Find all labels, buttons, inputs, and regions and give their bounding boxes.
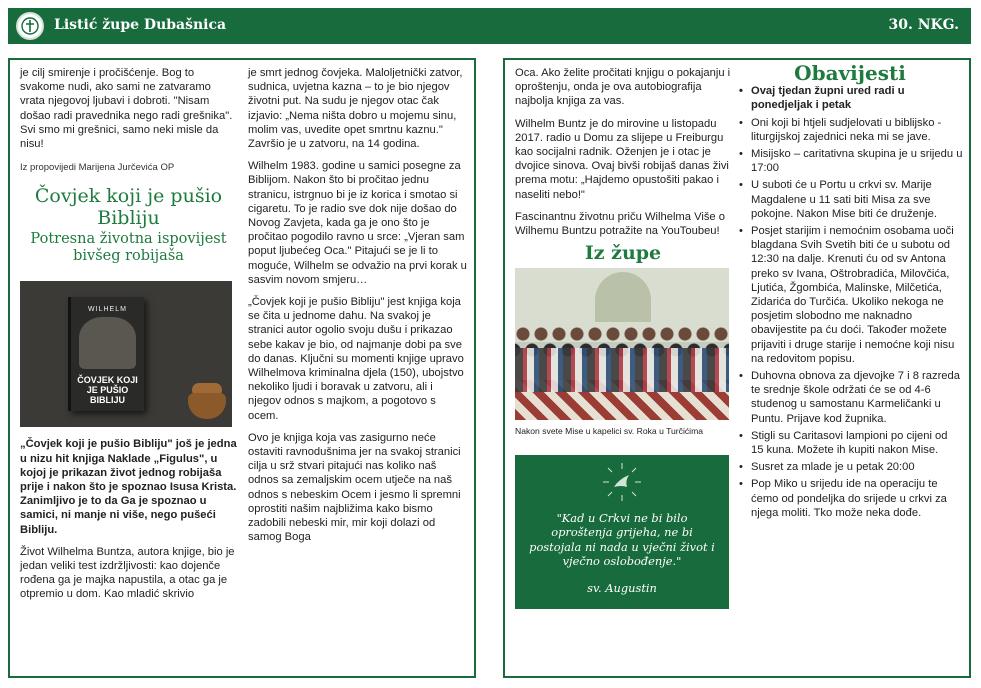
- sermon-excerpt: je cilj smirenje i pročišćenje. Bog to svakome nudi, ako sami ne zatvaramo vrata njegovoj ljubavi i dobroti. "Nisam došao radi pravednika nego radi grešnika". Svi smo mi grešnici, samo neki misle da nisu!: [20, 67, 233, 151]
- announcement-item: • Posjet starijim i nemoćnim osobama uoči blagdana Svih Svetih biti će u subotu od 12:30 na dalje. Krenuti ću od sv Antona preko sv Ivana, Oštrobradića, Milovčića, Ljutića, Žgombića, Malinske, Milčetića, Zidarića do Turčića. Ukoliko nekoga ne posjetim slobodno me naknadno obavijestite pa ću doći. Također možete prijaviti i druge starije i nemoćne koji nisu na redovitom popisu.: [737, 224, 963, 366]
- book-author: WILHELM: [88, 306, 127, 314]
- group-photo: [515, 268, 729, 420]
- page-header: [8, 8, 971, 44]
- announcements-list: [737, 84, 963, 520]
- announcement-item: • Pop Miko u srijedu ide na operaciju te ćemo od pondeljka do srijede u crkvi za njega moliti. Tko može neka dođe.: [737, 477, 963, 520]
- photo-altar-arch: [595, 272, 651, 322]
- article-paragraph: „Čovjek koji je pušio Bibliju" jest knjiga koja se čita u jednome dahu. Na svakoj je stranici autor ogolio svoju dušu i prikazao sebe kakav je bio, od najmanje dobi pa sve do danas. Ključni su momenti knjige upravo Wilhelmova kriminalna djela (150), ubojstvo nekoliko ljudi i boravak u zatvoru, ali i njegov odnos s majkom, a pogotovo s ocem.: [248, 296, 464, 422]
- article-paragraph: Život Wilhelma Buntza, autora knjige, bio je jedan veliki test izdržljivosti: kao dojenče rođena ga je majka napustila, a otac ga je otpremio u dom. Kao mladić skrivio: [20, 545, 235, 601]
- left-column-1: [20, 66, 237, 610]
- announcement-item: • Ovaj tjedan župni ured radi u ponedjeljak i petak: [737, 84, 963, 112]
- announcement-item: • Misijsko – caritativna skupina je u srijedu u 17:00: [737, 147, 963, 175]
- article-paragraph: Oca. Ako želite pročitati knjigu o pokajanju i oproštenju, onda je ova autobiografija najbolja knjiga za vas.: [515, 67, 731, 108]
- announcement-item: • Duhovna obnova za djevojke 7 i 8 razreda te srednje škole održati će se od 4-6 studenog u samostanu Karmeličanki u Puntu. Prijave kod župnika.: [737, 369, 963, 426]
- book-title: ČOVJEK KOJI JE PUŠIO BIBLIJU: [77, 375, 138, 406]
- article-paragraph: je smrt jednog čovjeka. Maloljetnički zatvor, sudnica, uvjetna kazna – to je bio njegov životni put. Na sudu je njegov otac čak izjavio: „Nema ništa dobro u mojemu sinu, molim vas, uvedite opet smrtnu kaznu." Završio je u zatvoru, na 14 godina.: [248, 67, 463, 151]
- article-paragraph: Wilhelm Buntz je do mirovine u listopadu 2017. radio u Domu za slijepe u Freiburgu kao socijalni radnik. Oženjen je i otac je dvojice sinova. Ovaj bivši robijaš danas živi prema motu: „Hajdemo opustošiti pakao i naseliti nebo!": [515, 117, 729, 201]
- article-paragraph: Ovo je knjiga koja vas zasigurno neće ostaviti ravnodušnima jer na svakoj stranici cilja u srž stvari pitajući nas koliko naš odnos sa zemaljskim ocem utječe na naš odnos s nebeskim Ocem i jesmo li spremni oprostiti našim najbližima kako bismo zadobili nebeski mir, mir koji dolazi od samog Boga: [248, 431, 461, 544]
- quote-author: sv. Augustin: [587, 580, 657, 595]
- photo-caption: Nakon svete Mise u kapelici sv. Roka u Turčićima: [515, 426, 704, 437]
- article-title: Čovjek koji je pušio Bibliju: [34, 185, 223, 230]
- photo-people: [515, 348, 729, 392]
- announcement-item: • Susret za mlade je u petak 20:00: [737, 460, 963, 474]
- sermon-source: Iz propovijedi Marijena Jurčevića OP: [20, 162, 175, 174]
- bowl-decoration: [188, 393, 226, 419]
- article-paragraph: Fascinantnu životnu priču Wilhelma Više o Wilhemu Buntzu potražite na YouToubeu!: [515, 210, 725, 238]
- right-column-2: [737, 61, 963, 523]
- article-paragraph: Wilhelm 1983. godine u samici posegne za Biblijom. Nakon što bi pročitao jednu stranicu, istrgnuo bi je iz korica i smotao si cigaretu. To je radio sve dok nije došao do Novog Zavjeta, kada ga je ono što je pročitao pogodilo ravno u srce: „Vjeran sam poput ljubećeg Oca." Pitajući se je li to moguće, Wilhelm se odvažio na prvi korak u sasvim novom smjeru…: [248, 160, 467, 286]
- parish-logo-icon: [16, 12, 44, 40]
- quote-box: [515, 455, 729, 609]
- announcement-item: • U suboti će u Portu u crkvi sv. Marije Magdalene u 11 sati biti Misa za sve pokojne. Nakon Mise biti će druženje.: [737, 178, 963, 221]
- article-subtitle: Potresna životna ispovijest bivšeg robijaša: [30, 231, 227, 265]
- right-page: [503, 58, 971, 678]
- right-column-1: [515, 66, 731, 609]
- book-cover-image: [20, 281, 232, 427]
- left-page: [8, 58, 476, 678]
- book: [68, 297, 144, 411]
- announcement-item: • Oni koji bi htjeli sudjelovati u biblijsko - liturgijskoj zajednici neka mi se jave.: [737, 116, 963, 144]
- issue-date: 30. NKG.: [888, 17, 959, 33]
- parish-section-title: Iz župe: [584, 242, 662, 265]
- article-lead: „Čovjek koji je pušio Bibliju" još je jedna u nizu hit knjiga Naklade „Figulus", u kojoj je prikazan život jednog robijaša prije i nakon što je spoznao Isusa Krista. Zanimljivo je to da Ga je spoznao u samici, ni manje ni više, nego pušeći Bibliju.: [20, 438, 237, 536]
- announcement-item: • Stigli su Caritasovi lampioni po cijeni od 15 kuna. Možete ih kupiti nakon Mise.: [737, 429, 963, 457]
- quote-text: "Kad u Crkvi ne bi bilo oproštenja grijeha, ne bi postojala ni nada u vječni život i vječno oslobođenje.": [529, 510, 715, 569]
- announcements-title: Obavijesti: [794, 61, 906, 85]
- dove-icon: [601, 461, 643, 503]
- newsletter-title: Listić župe Dubašnica: [54, 17, 227, 33]
- left-column-2: [248, 66, 468, 553]
- book-portrait: [79, 317, 136, 369]
